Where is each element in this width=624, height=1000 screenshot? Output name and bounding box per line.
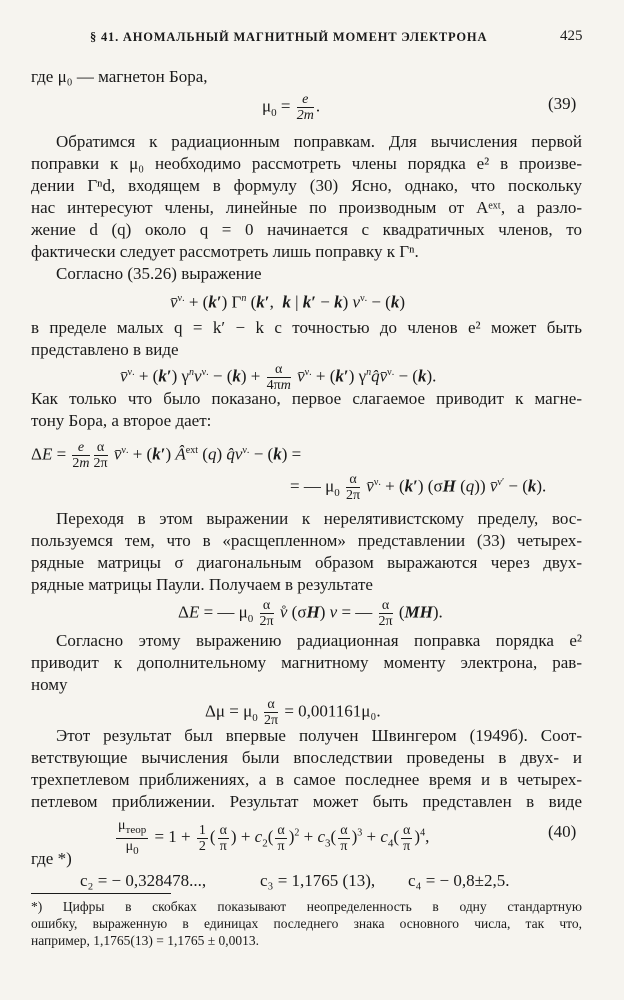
coefficient-c3: c₃ = 1,1765 (13), xyxy=(260,871,376,890)
equation-expansion: v̄$^{\nu.}$ + (k′) $\gamma^nv^{\nu.} - (k)$ + $\frac{\alpha}{4\pi m}$ v̄$^{\nu.}$ + (k′) $\gamma^nq̂v̄^{\nu.} - (k)$. xyxy=(120,362,437,394)
paragraph-line: Согласно этому выражению радиационная поправка порядка e² xyxy=(56,631,582,650)
paragraph-line: Согласно (35.26) выражение xyxy=(56,264,262,283)
equation-delta-e-2: = — $\mu_0$ $\frac{\alpha}{2\pi}$ v̄$^{\nu.}$ + (k′) (σH (q)) v̄$^{\nu'}$ − (k). xyxy=(290,472,547,504)
paragraph-line: тону Бора, а второе дает: xyxy=(31,411,212,430)
paragraph-line: фактически следует рассмотреть лишь поправку к Γⁿ. xyxy=(31,242,419,261)
equation-delta-e-1: ΔE = $\frac{e}{2m}$ $\frac{\alpha}{2\pi}$ v̄$^{\nu.}$ + (k′) $Â^{ext}$ (q) $q̂v^{\nu.} - (k)$ = xyxy=(31,440,302,472)
paragraph-line: приводит к дополнительному магнитному моменту электрона, рав- xyxy=(31,653,582,672)
paragraph-line: поправки к μ₀ необходимо рассмотреть члены порядка e² в произве- xyxy=(31,154,582,173)
equation-delta-e-nonrel: ΔE = — $\mu_0$ $\frac{\alpha}{2\pi}$ v̊ (σH) v = — $\frac{\alpha}{2\pi}$ (MH). xyxy=(178,598,443,629)
footnote-line: например, 1,1765(13) = 1,1765 ± 0,0013. xyxy=(31,933,260,948)
paragraph-line: рядные матрицы σ диагональным образом выражаются через двух- xyxy=(31,553,582,572)
equation-40-number: (40) xyxy=(548,822,577,841)
equation-gamma-expression: v̄$^{\nu.}$ + (k′) $\Gamma^n$ (k′, k | k′ − k) $v^{\nu.} - (k)$ xyxy=(170,292,406,312)
paragraph-line: Как только что было показано, первое слагаемое приводит к магне- xyxy=(31,389,582,408)
page-number: 425 xyxy=(560,28,583,44)
paragraph-line: пользуемся тем, что в «расщепленном» представлении (33) четырех- xyxy=(31,531,582,550)
intro-line: где μ₀ — магнетон Бора, xyxy=(31,67,208,86)
paragraph-line: жение d (q) около q = 0 начинается с квадратичных членов, то xyxy=(31,220,582,239)
footnote-divider xyxy=(31,893,171,894)
paragraph-line: дении Γⁿd, входящем в формулу (30) Ясно, однако, что поскольку xyxy=(31,176,582,195)
coefficient-c2: c₂ = − 0,328478..., xyxy=(80,871,207,890)
paragraph-line: в пределе малых q = k′ − k с точностью до членов e² может быть xyxy=(31,318,582,337)
equation-40: $\frac{\mu_{теор}}{\mu_0}$ = 1 + $\frac{1}{2}$ ( $\frac{\alpha}{\pi}$ ) + $c_2$( $\frac{\alpha}{\pi}$ )$^2 + c_3$( $\frac{\alpha}{\pi}$ )$^3 + c_4$( $\frac{\alpha}{\pi}$ )$^4$, xyxy=(118,818,430,857)
coefficient-c4: c₄ = − 0,8±2,5. xyxy=(408,871,510,890)
footnote-line: ошибку, выраженную в единицах последнего знака основного числа, так что, xyxy=(31,916,582,931)
where-note: где *) xyxy=(31,849,72,868)
footnote-line: *) Цифры в скобках показывают неопределенность в одну стандартную xyxy=(31,899,582,914)
paragraph-line: ному xyxy=(31,675,68,694)
paragraph-line: представлено в виде xyxy=(31,340,179,359)
paragraph-line: ветствующие вычисления были впоследствии проведены в двух- и xyxy=(31,748,582,767)
paragraph-line: Обратимся к радиационным поправкам. Для вычисления первой xyxy=(56,132,582,151)
equation-39-number: (39) xyxy=(548,94,577,113)
paragraph-line: петлевом приближении. Результат может быть представлен в виде xyxy=(31,792,582,811)
paragraph-line: Этот результат был впервые получен Швингером (1949б). Соот- xyxy=(56,726,582,745)
paragraph-line: рядные матрицы Паули. Получаем в результате xyxy=(31,575,373,594)
delta-mu-value: 0,001161μ₀. xyxy=(298,701,381,721)
equation-delta-mu: $\Delta\mu = \mu_0$ $\frac{\alpha}{2\pi}$ = 0,001161μ₀. xyxy=(205,697,381,728)
equation-39: $\mu_0$ = $\frac{e}{2m}$ . xyxy=(262,92,321,123)
running-header: § 41. АНОМАЛЬНЫЙ МАГНИТНЫЙ МОМЕНТ ЭЛЕКТРОНА xyxy=(90,30,488,44)
paragraph-line: трехпетлевом приближениях, а в самое последнее время и в четырех- xyxy=(31,770,582,789)
paragraph-line: Переходя в этом выражении к нерелятивистскому пределу, вос- xyxy=(56,509,582,528)
paragraph-line: нас интересуют члены, линейные по производным от Aᵉˣᵗ, а разло- xyxy=(31,198,582,217)
